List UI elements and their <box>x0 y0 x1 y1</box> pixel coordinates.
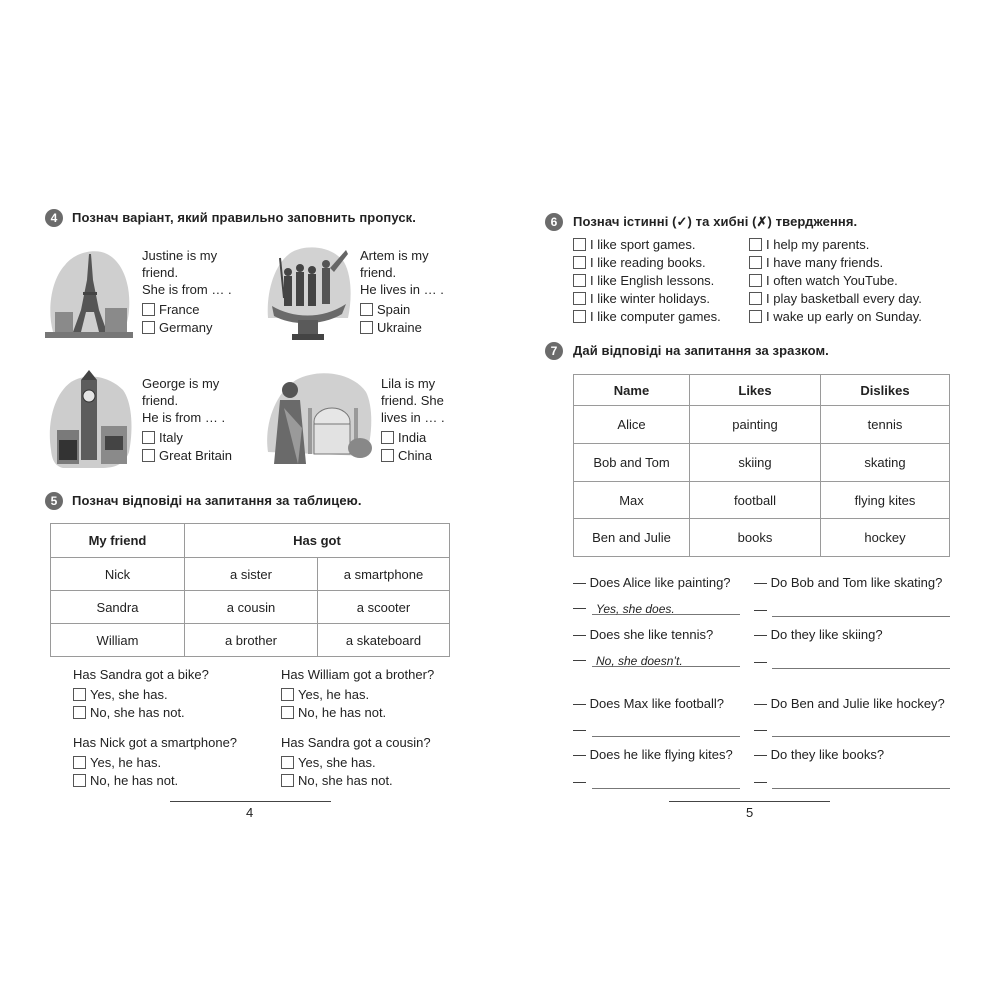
statement-label: I like reading books. <box>590 255 706 270</box>
checkbox[interactable] <box>749 292 762 305</box>
checkbox[interactable] <box>573 238 586 251</box>
table-cell: painting <box>690 406 821 444</box>
checkbox[interactable] <box>73 706 86 719</box>
ex5-question-2 <box>281 666 434 722</box>
ex4-item3-options <box>142 429 232 465</box>
checkbox[interactable] <box>573 292 586 305</box>
table-cell: a sister <box>185 558 318 591</box>
checkbox[interactable] <box>142 321 155 334</box>
table-cell: hockey <box>821 519 950 557</box>
statement-label: I like computer games. <box>590 309 721 324</box>
answer-dash: — <box>573 722 586 737</box>
table-cell: skiing <box>690 444 821 482</box>
ex4-item1-text <box>142 247 232 298</box>
exercise-6-title: Познач істинні (✓) та хибні (✗) твердження. <box>573 214 858 229</box>
table-row <box>574 519 950 557</box>
answer-dash: — <box>754 722 767 737</box>
option-label: No, he has not. <box>298 705 387 720</box>
option-label: No, she has not. <box>298 773 393 788</box>
table-cell: Ben and Julie <box>574 519 690 557</box>
checkbox[interactable] <box>73 774 86 787</box>
table-row <box>574 406 950 444</box>
statement-label: I like winter holidays. <box>590 291 710 306</box>
qa-question: — Does Max like football? <box>573 696 725 711</box>
table-cell: Bob and Tom <box>574 444 690 482</box>
table-cell: Max <box>574 482 690 519</box>
option-label: Spain <box>377 302 411 317</box>
checkbox[interactable] <box>281 688 294 701</box>
question-text: Has Nick got a smartphone? <box>73 735 238 750</box>
statement-label: I like sport games. <box>590 237 696 252</box>
ex5-question-4 <box>281 734 431 790</box>
answer-field[interactable] <box>772 774 950 789</box>
table-cell: a cousin <box>185 591 318 624</box>
table-cell: flying kites <box>821 482 950 519</box>
table-header: My friend <box>51 524 185 558</box>
checkbox[interactable] <box>381 449 394 462</box>
option-label: Yes, she has. <box>298 755 376 770</box>
table-row <box>51 591 450 624</box>
ex4-item3-line2: friend. <box>142 393 179 408</box>
question-text: Has Sandra got a bike? <box>73 667 209 682</box>
checkbox[interactable] <box>73 756 86 769</box>
ex5-question-1 <box>73 666 209 722</box>
table-cell: Alice <box>574 406 690 444</box>
answer-dash: — <box>573 600 586 615</box>
exercise-4-title: Познач варіант, який правильно заповнить пропуск. <box>72 210 416 225</box>
option-label: China <box>398 448 432 463</box>
qa-question: — Does he like flying kites? <box>573 747 733 762</box>
table-row <box>51 558 450 591</box>
ex5-question-3 <box>73 734 237 790</box>
exercise-5-number: 5 <box>45 492 63 510</box>
qa-question: — Do they like books? <box>754 747 885 762</box>
table-header: Likes <box>690 375 821 406</box>
ex4-item4-line2: friend. She <box>381 393 444 408</box>
eiffel-tower-picture <box>45 240 133 340</box>
ex4-item2-options <box>360 301 422 337</box>
option-label: France <box>159 302 200 317</box>
option-label: No, he has not. <box>90 773 179 788</box>
answer-dash: — <box>754 654 767 669</box>
statement-label: I help my parents. <box>766 237 870 252</box>
checkbox[interactable] <box>142 449 155 462</box>
statement-label: I have many friends. <box>766 255 884 270</box>
answer-field[interactable] <box>772 722 950 737</box>
checkbox[interactable] <box>573 256 586 269</box>
answer-field[interactable] <box>772 654 950 669</box>
checkbox[interactable] <box>749 256 762 269</box>
option-label: Yes, he has. <box>298 687 370 702</box>
option-label: Ukraine <box>377 320 422 335</box>
statement-label: I play basketball every day. <box>766 291 922 306</box>
table-cell: books <box>690 519 821 557</box>
checkbox[interactable] <box>142 431 155 444</box>
exercise-6-number: 6 <box>545 213 563 231</box>
statement-label: I often watch YouTube. <box>766 273 898 288</box>
taj-mahal-picture <box>262 368 374 470</box>
exercise-5-title: Познач відповіді на запитання за таблицею. <box>72 493 362 508</box>
ex4-item1-line2: friend. <box>142 265 179 280</box>
answer-dash: — <box>573 774 586 789</box>
ex4-item1-line1: Justine is my <box>142 248 218 263</box>
option-label: Germany <box>159 320 213 335</box>
answer-dash: — <box>754 774 767 789</box>
table-cell: football <box>690 482 821 519</box>
checkbox[interactable] <box>73 688 86 701</box>
statement-label: I wake up early on Sunday. <box>766 309 922 324</box>
qa-question: — Do they like skiing? <box>754 627 883 642</box>
answer-field[interactable] <box>592 652 740 667</box>
option-label: Yes, she has. <box>90 687 168 702</box>
checkbox[interactable] <box>749 310 762 323</box>
exercise-7-title: Дай відповіді на запитання за зразком. <box>573 343 829 358</box>
ex4-item4-line1: Lila is my <box>381 376 436 391</box>
answer-text: No, she doesn’t. <box>596 654 683 668</box>
option-label: Great Britain <box>159 448 232 463</box>
qa-question: — Does Alice like painting? <box>573 575 731 590</box>
checkbox[interactable] <box>281 756 294 769</box>
monument-picture <box>262 238 354 342</box>
table-cell: William <box>51 624 185 657</box>
qa-question: — Does she like tennis? <box>573 627 714 642</box>
ex4-item4-text <box>381 375 445 426</box>
table-cell: a brother <box>185 624 318 657</box>
checkbox[interactable] <box>281 774 294 787</box>
ex4-item2-line3: He lives in … . <box>360 282 444 297</box>
answer-dash: — <box>754 602 767 617</box>
answer-field[interactable] <box>592 600 740 615</box>
table-cell: a scooter <box>318 591 450 624</box>
answer-field[interactable] <box>772 602 950 617</box>
table-header: Dislikes <box>821 375 950 406</box>
table-header: Name <box>574 375 690 406</box>
likes-table <box>573 374 950 557</box>
table-cell: tennis <box>821 406 950 444</box>
checkbox[interactable] <box>360 303 373 316</box>
table-cell: a smartphone <box>318 558 450 591</box>
table-cell: a skateboard <box>318 624 450 657</box>
table-cell: Nick <box>51 558 185 591</box>
option-label: No, she has not. <box>90 705 185 720</box>
qa-question: — Do Ben and Julie like hockey? <box>754 696 945 711</box>
question-text: Has Sandra got a cousin? <box>281 735 431 750</box>
answer-text: Yes, she does. <box>596 602 675 616</box>
ex4-item1-line3: She is from … . <box>142 282 232 297</box>
checkbox[interactable] <box>749 274 762 287</box>
qa-question: — Do Bob and Tom like skating? <box>754 575 943 590</box>
ex4-item2-line1: Artem is my <box>360 248 429 263</box>
answer-dash: — <box>573 652 586 667</box>
option-label: India <box>398 430 427 445</box>
table-cell: Sandra <box>51 591 185 624</box>
checkbox[interactable] <box>749 238 762 251</box>
statement-label: I like English lessons. <box>590 273 715 288</box>
table-row <box>51 624 450 657</box>
ex4-item2-text <box>360 247 444 298</box>
ex6-column-1 <box>573 236 721 326</box>
big-ben-picture <box>45 370 133 470</box>
checkbox[interactable] <box>573 274 586 287</box>
page-footer-rule <box>669 801 830 802</box>
checkbox[interactable] <box>360 321 373 334</box>
checkbox[interactable] <box>573 310 586 323</box>
page-number-left: 4 <box>246 805 254 820</box>
exercise-4-number: 4 <box>45 209 63 227</box>
exercise-7-number: 7 <box>545 342 563 360</box>
table-row <box>574 444 950 482</box>
table-row <box>574 482 950 519</box>
table-header: Has got <box>185 524 450 558</box>
checkbox[interactable] <box>381 431 394 444</box>
checkbox[interactable] <box>281 706 294 719</box>
friends-table <box>50 523 450 657</box>
answer-field[interactable] <box>592 774 740 789</box>
ex4-item4-line3: lives in … . <box>381 410 445 425</box>
ex4-item3-text <box>142 375 225 426</box>
ex4-item2-line2: friend. <box>360 265 397 280</box>
table-cell: skating <box>821 444 950 482</box>
answer-field[interactable] <box>592 722 740 737</box>
ex4-item1-options <box>142 301 212 337</box>
page-footer-rule <box>170 801 331 802</box>
ex4-item4-options <box>381 429 432 465</box>
option-label: Italy <box>159 430 183 445</box>
question-text: Has William got a brother? <box>281 667 435 682</box>
option-label: Yes, he has. <box>90 755 162 770</box>
ex4-item3-line1: George is my <box>142 376 220 391</box>
checkbox[interactable] <box>142 303 155 316</box>
ex4-item3-line3: He is from … . <box>142 410 226 425</box>
page-number-right: 5 <box>746 805 754 820</box>
ex6-column-2 <box>749 236 922 326</box>
